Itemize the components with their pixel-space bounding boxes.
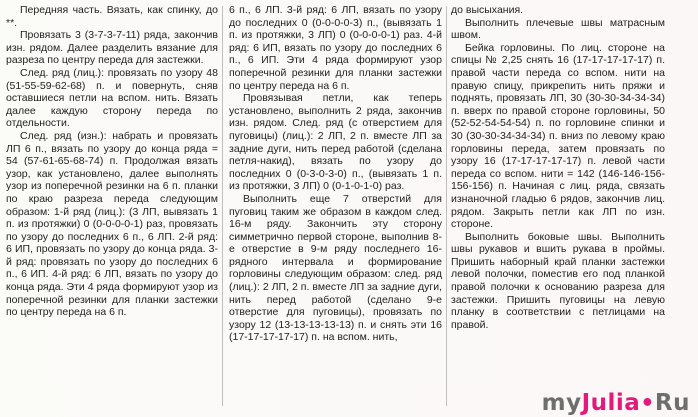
text-column-3 — [451, 4, 665, 408]
paragraph: 6 п., 6 ЛП. 3-й ряд: 6 ЛП, вязать по узору до последних 0 (0-0-0-0-3) п., (вывязать 1 п. из протяжки, 3 ЛП) 0 (0-0-0-0-1) раз. 4-й ряд: 6 ИП, вязать по узору до последних 6 п., 6 ИП. Эти 4 ряда формируют узор поперечной резинки для планки застежки по центру переда на 6 п. — [229, 4, 442, 92]
paragraph: Выполнить плечевые швы матрасным швом. — [451, 16, 665, 42]
text-column-2 — [229, 4, 442, 408]
column-divider — [446, 6, 447, 406]
paragraph: Передняя часть. Вязать, как спинку, до **. — [6, 4, 218, 29]
paragraph: Выполнить еще 7 отверстий для пуговиц таким же образом в каждом след. 16-м ряду. Закончить эту сторону симметрично первой стороне, выполнив 8-е отверстие в 9-м ряду последнего 16-рядного интервала и формирование горловины следующим образом: след. ряд (лиц.): 2 ЛП, 2 п. вместе ЛП за задние дуги, нить перед работой (сделано 9-е отверстие для пуговицы), провязать по узору 12 (13-13-13-13-13) п. и снять эти 16 (17-17-17-17-17) п. на вспом. нить, — [229, 192, 442, 344]
paragraph: Бейка горловины. По лиц. стороне на спицы № 2,25 снять 16 (17-17-17-17-17) п. правой части переда со вспом. нити на правую спицу, прикрепить нить пряжи и поднять, провязать ЛП, 30 (30-30-34-34-34) п. вверх по правой стороне горловины, 50 (52-52-54-54-54) п. по горловине спинки и 30 (30-30-34-34-34) п. вниз по левому краю горловины переда, затем провязать по узору 16 (17-17-17-17-17) п. левой части переда со вспом. нити = 142 (146-146-156-156-156) п. Начиная с лиц. ряда, связать изнаночной гладью 6 рядов, закончив лиц. рядом. Закрыть петли как ЛП по изн. стороне. — [451, 41, 665, 231]
paragraph: до высыхания. — [451, 4, 524, 16]
logo-dot: • — [640, 391, 655, 416]
paragraph: След. ряд (лиц.): провязать по узору 48 (51-55-59-62-68) п. и повернуть, сняв оставшиеся петли на вспом. нить. Вязать далее каждую сторону переда по отдельности. — [6, 66, 218, 130]
logo-ru: Ru — [654, 390, 690, 416]
paragraph: Выполнить боковые швы. Выполнить швы рукавов и вшить рукава в проймы. Пришить наборный край планки застежки левой полочки, поместив его под планкой правой полочки к основанию разреза для застежки. Пришить пуговицы на левую планку в соответствии с петлицами на правой. — [451, 230, 665, 331]
column-divider — [222, 6, 223, 406]
paragraph: Провязать 3 (3-7-3-7-11) ряда, закончив изн. рядом. Далее разделить вязание для разреза по центру переда для застежки. — [6, 29, 218, 67]
paragraph: След. ряд (изн.): набрать и провязать ЛП 6 п., вязать по узору до конца ряда = 54 (57-61-65-68-74) п. Продолжая вязать узор, как установлено, далее выполнять узор из поперечной резинки на 6 п. планки по краю разреза переда следующим образом: 1-й ряд (лиц.): (3 ЛП, вывязать 1 п. из протяжки) 0 (0-0-0-0-1) раз, провязать по узору до последних 6 п., 6 ЛП. 2-й ряд: 6 ИП, провязать по узору до конца ряда. 3-й ряд: провязать по узору до последних 6 п., 6 ИП. 4-й ряд: 6 ЛП, вязать по узору до конца ряда. Эти 4 ряда формируют узор из поперечной резинки для планки застежки по центру переда на 6 п. — [6, 129, 218, 319]
text-column-1 — [6, 4, 218, 408]
logo-my: my — [541, 390, 582, 416]
logo-julia: Julia — [581, 390, 641, 416]
paragraph: Провязывая петли, как теперь установлено, выполнить 2 ряда, закончив изн. рядом. След. ряд (с отверстием для пуговицы) (лиц.): 2 ЛП, 2 п. вместе ЛП за задние дуги, нить перед работой (сделана петля-накид), вязать по узору до последних 0 (0-3-0-3-0) п., (вывязать 1 п. из протяжки, 3 ЛП) 0 (0-1-0-1-0) раз. — [229, 92, 442, 193]
site-logo — [542, 390, 690, 416]
